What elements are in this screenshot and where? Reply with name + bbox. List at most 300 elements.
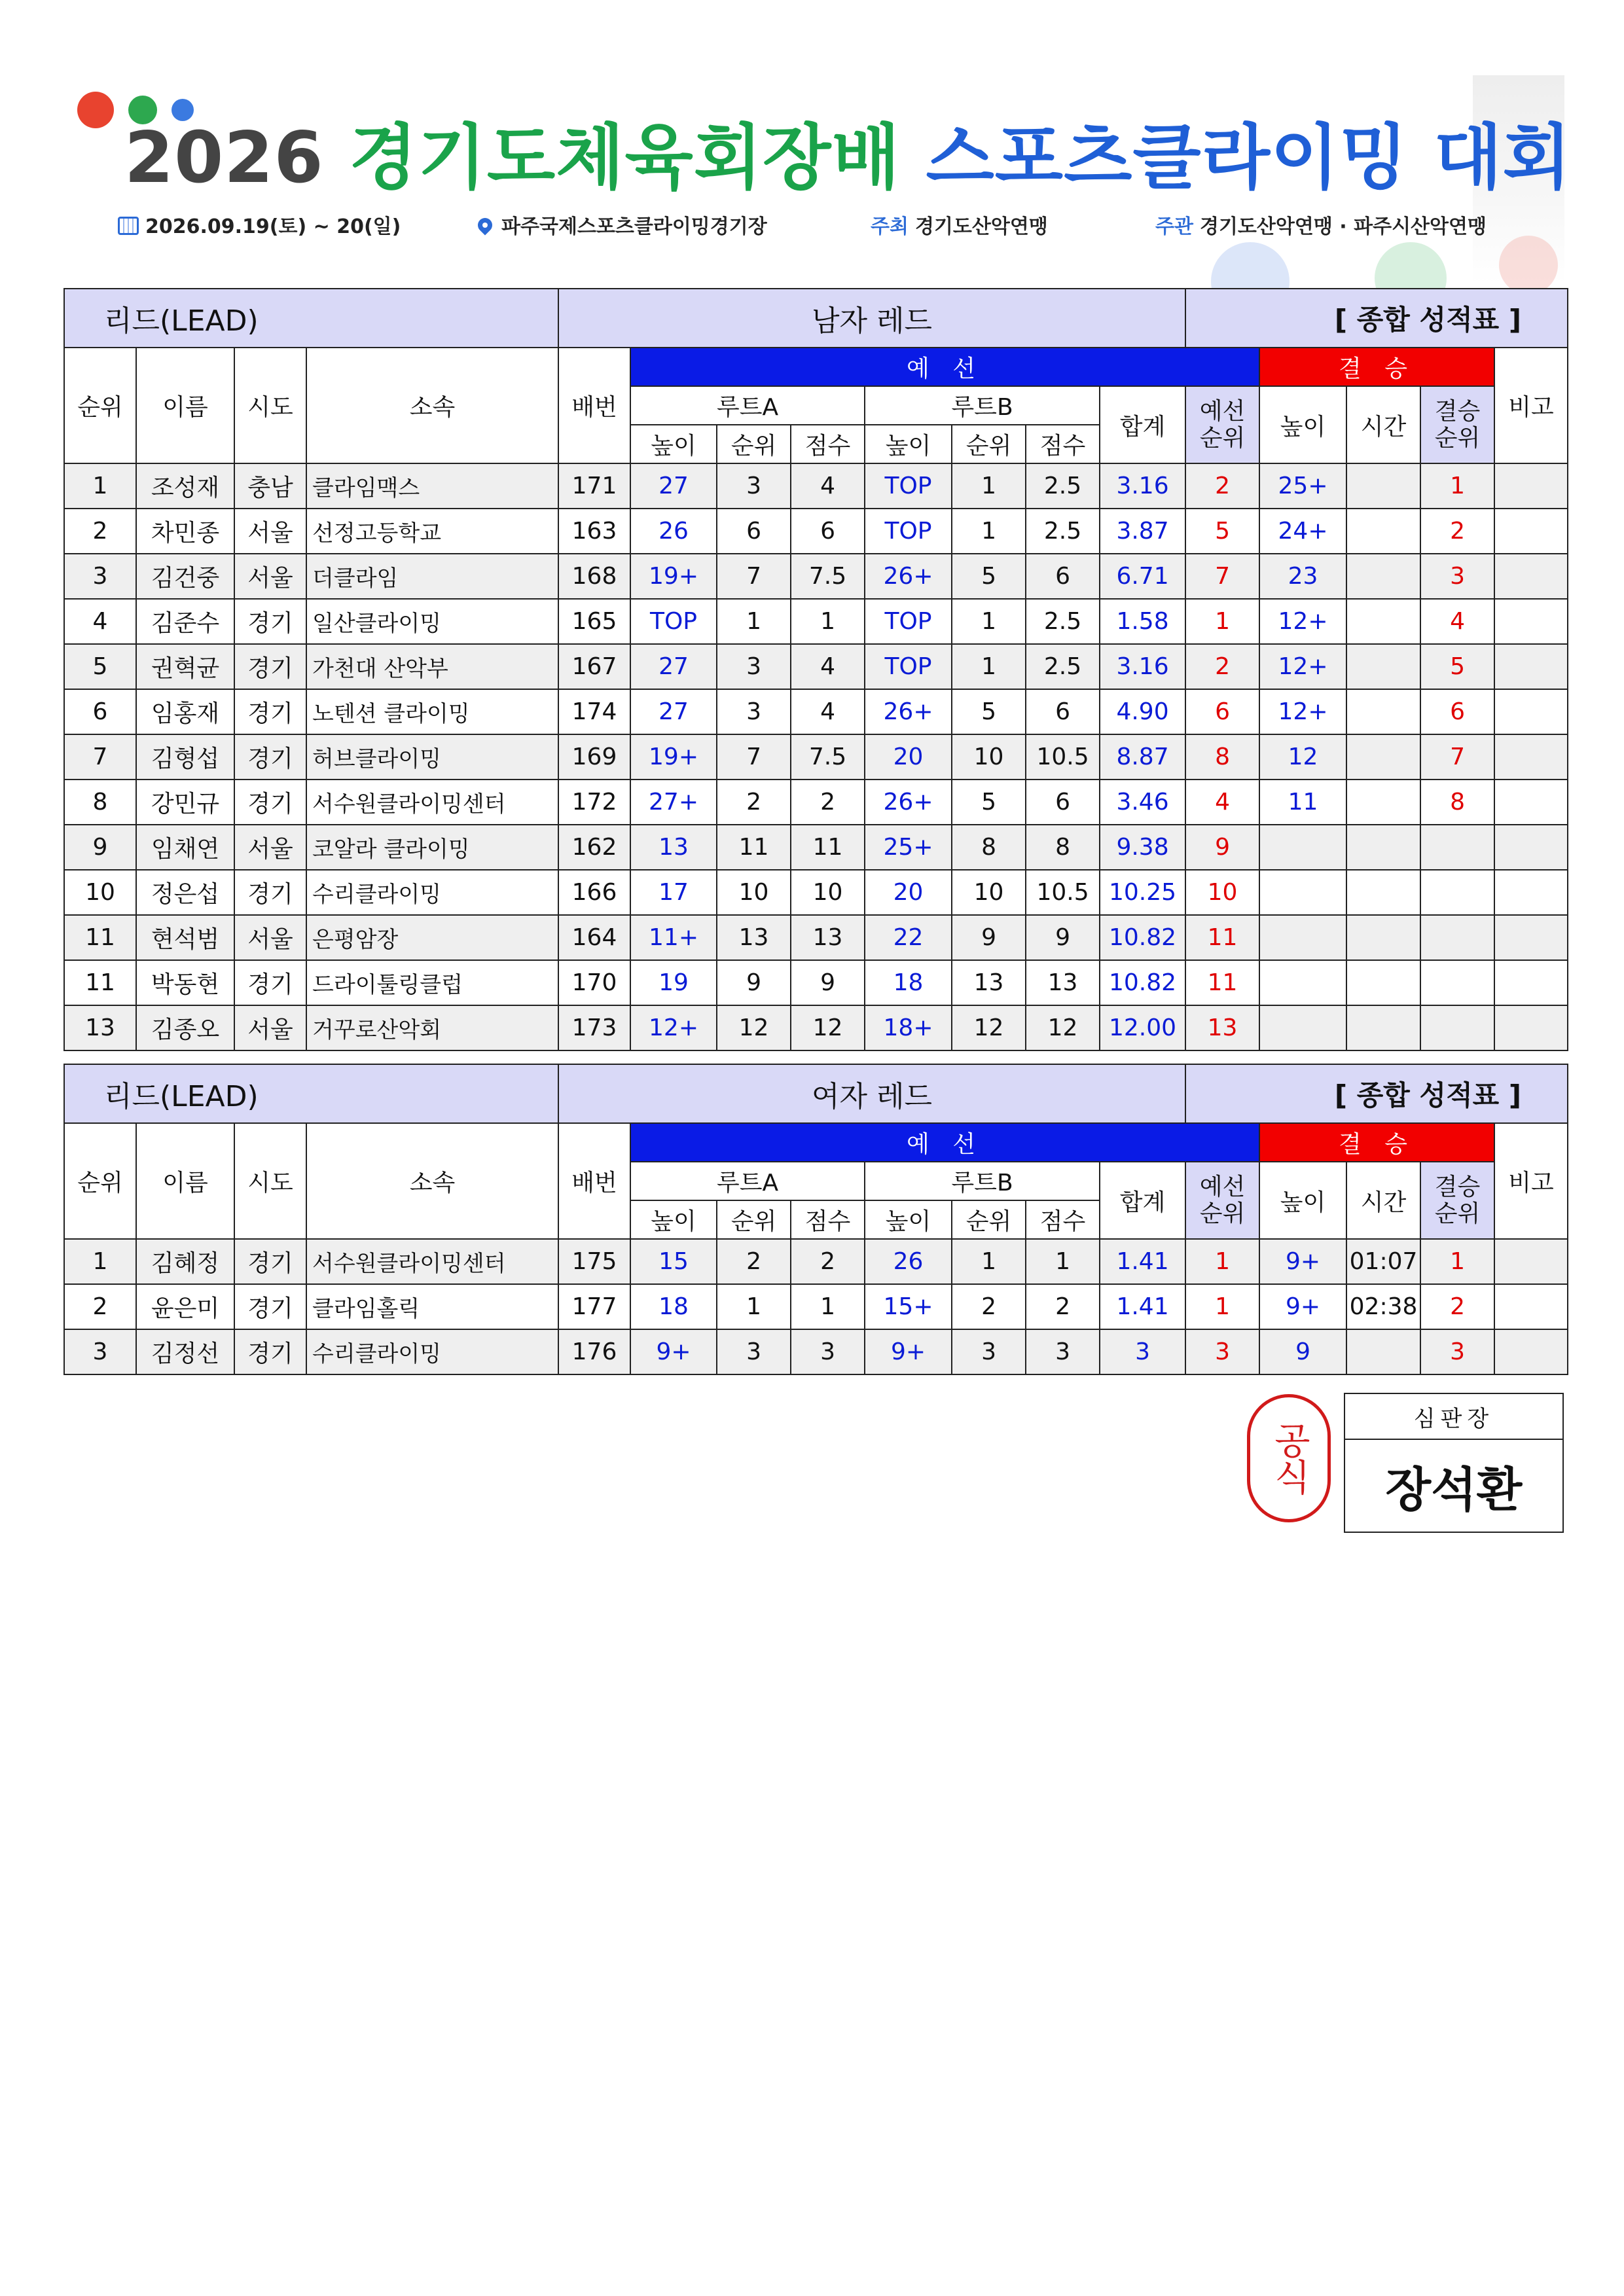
cell-total: 3: [1100, 1329, 1185, 1374]
cell-bib: 176: [558, 1329, 630, 1374]
cell-prelim-rank: 6: [1185, 689, 1259, 734]
cell-b-rank: 1: [952, 644, 1026, 689]
cell-note: [1494, 463, 1568, 509]
cell-prelim-rank: 11: [1185, 960, 1259, 1005]
table-row: [64, 960, 1568, 1005]
table-row: [64, 825, 1568, 870]
cell-rank: 7: [64, 734, 136, 780]
cell-bib: 166: [558, 870, 630, 915]
cell-prelim-rank: 4: [1185, 780, 1259, 825]
cell-final-height: 12+: [1259, 689, 1346, 734]
cell-note: [1494, 1284, 1568, 1329]
cell-prelim-rank: 1: [1185, 1284, 1259, 1329]
col-b-rank: 순위: [952, 425, 1026, 463]
cell-final-height: [1259, 1005, 1346, 1050]
cell-bib: 168: [558, 554, 630, 599]
men-category: 리드(LEAD): [64, 289, 558, 348]
cell-b-height: 20: [865, 734, 952, 780]
cell-total: 3.16: [1100, 644, 1185, 689]
organizer-name: 경기도산악연맹 · 파주시산악연맹: [1199, 215, 1487, 238]
cell-total: 1.41: [1100, 1239, 1185, 1284]
col-note: 비고: [1494, 348, 1568, 463]
cell-final-rank: 6: [1420, 689, 1494, 734]
cell-region: 경기: [234, 689, 306, 734]
cell-a-score: 7.5: [791, 554, 865, 599]
col-final-height: 높이: [1259, 1162, 1346, 1239]
cell-region: 충남: [234, 463, 306, 509]
col-name: 이름: [136, 348, 234, 463]
cell-a-rank: 13: [717, 915, 791, 960]
cell-b-rank: 5: [952, 554, 1026, 599]
col-rank: 순위: [64, 1123, 136, 1239]
table-row: [64, 1005, 1568, 1050]
cell-b-height: 15+: [865, 1284, 952, 1329]
cell-b-height: TOP: [865, 644, 952, 689]
cell-affiliation: 드라이툴링클럽: [306, 960, 558, 1005]
cell-note: [1494, 1005, 1568, 1050]
cell-final-rank: 5: [1420, 644, 1494, 689]
cell-prelim-rank: 11: [1185, 915, 1259, 960]
cell-final-time: [1346, 915, 1420, 960]
cell-a-score: 9: [791, 960, 865, 1005]
cell-b-height: 22: [865, 915, 952, 960]
cell-b-score: 12: [1026, 1005, 1100, 1050]
cell-b-height: 18+: [865, 1005, 952, 1050]
cell-b-score: 8: [1026, 825, 1100, 870]
table-row: [64, 644, 1568, 689]
cell-total: 10.82: [1100, 960, 1185, 1005]
cell-note: [1494, 644, 1568, 689]
cell-a-score: 4: [791, 644, 865, 689]
cell-b-rank: 1: [952, 599, 1026, 644]
cell-name: 김형섭: [136, 734, 234, 780]
cell-region: 경기: [234, 1239, 306, 1284]
cell-note: [1494, 1329, 1568, 1374]
cell-rank: 13: [64, 1005, 136, 1050]
cell-a-rank: 9: [717, 960, 791, 1005]
col-prelim: 예 선: [630, 1123, 1259, 1162]
cell-a-height: 11+: [630, 915, 717, 960]
col-total: 합계: [1100, 1162, 1185, 1239]
women-results-table: [63, 1064, 1568, 1375]
cell-a-rank: 3: [717, 463, 791, 509]
col-name: 이름: [136, 1123, 234, 1239]
men-division: 남자 레드: [558, 289, 1185, 348]
cell-b-score: 1: [1026, 1239, 1100, 1284]
cell-affiliation: 클라임맥스: [306, 463, 558, 509]
col-b-score: 점수: [1026, 425, 1100, 463]
cell-region: 경기: [234, 870, 306, 915]
cell-b-rank: 13: [952, 960, 1026, 1005]
cell-final-height: [1259, 870, 1346, 915]
page-title: [124, 117, 1572, 199]
table-row: [64, 780, 1568, 825]
cell-b-rank: 1: [952, 463, 1026, 509]
cell-a-rank: 3: [717, 689, 791, 734]
cell-note: [1494, 825, 1568, 870]
cell-bib: 164: [558, 915, 630, 960]
event-organizer: [1155, 217, 1487, 237]
cell-a-height: 9+: [630, 1329, 717, 1374]
cell-b-score: 10.5: [1026, 734, 1100, 780]
cell-affiliation: 은평암장: [306, 915, 558, 960]
cell-final-height: [1259, 825, 1346, 870]
cell-total: 3.16: [1100, 463, 1185, 509]
table-row: [64, 554, 1568, 599]
cell-name: 현석범: [136, 915, 234, 960]
cell-final-time: [1346, 599, 1420, 644]
cell-final-height: 9+: [1259, 1239, 1346, 1284]
col-a-height: 높이: [630, 425, 717, 463]
cell-total: 10.25: [1100, 870, 1185, 915]
event-date: [118, 217, 401, 237]
cell-final-height: 12+: [1259, 644, 1346, 689]
col-prelim-rank: 예선 순위: [1185, 386, 1259, 463]
cell-a-rank: 1: [717, 1284, 791, 1329]
cell-final-rank: 1: [1420, 1239, 1494, 1284]
cell-affiliation: 클라임홀릭: [306, 1284, 558, 1329]
col-b-score: 점수: [1026, 1200, 1100, 1239]
cell-note: [1494, 554, 1568, 599]
women-category: 리드(LEAD): [64, 1064, 558, 1123]
deco-circle-red: [1499, 236, 1558, 295]
cell-a-height: 15: [630, 1239, 717, 1284]
cell-final-height: 25+: [1259, 463, 1346, 509]
official-seal: [1247, 1394, 1331, 1522]
col-final-time: 시간: [1346, 386, 1420, 463]
cell-total: 3.46: [1100, 780, 1185, 825]
organizer-label: 주관: [1155, 215, 1193, 238]
cell-affiliation: 수리클라이밍: [306, 1329, 558, 1374]
cell-final-rank: [1420, 870, 1494, 915]
cell-final-time: [1346, 554, 1420, 599]
cell-name: 강민규: [136, 780, 234, 825]
cell-rank: 9: [64, 825, 136, 870]
cell-affiliation: 코알라 클라이밍: [306, 825, 558, 870]
cell-final-rank: [1420, 960, 1494, 1005]
cell-name: 임홍재: [136, 689, 234, 734]
judge-label: 심판장: [1344, 1393, 1563, 1439]
cell-region: 경기: [234, 1284, 306, 1329]
cell-name: 권혁균: [136, 644, 234, 689]
cell-b-height: 18: [865, 960, 952, 1005]
table-row: [64, 509, 1568, 554]
cell-note: [1494, 870, 1568, 915]
cell-final-rank: 3: [1420, 554, 1494, 599]
men-sheet-label: [ 종합 성적표 ]: [1185, 289, 1568, 348]
cell-a-rank: 3: [717, 644, 791, 689]
cell-final-height: 12+: [1259, 599, 1346, 644]
cell-final-time: [1346, 509, 1420, 554]
cell-name: 김혜정: [136, 1239, 234, 1284]
cell-final-height: 23: [1259, 554, 1346, 599]
men-results-table: [63, 288, 1568, 1051]
cell-region: 경기: [234, 599, 306, 644]
table-row: [64, 1239, 1568, 1284]
col-region: 시도: [234, 348, 306, 463]
judge-signature-box: [1344, 1393, 1564, 1533]
cell-rank: 1: [64, 463, 136, 509]
cell-prelim-rank: 10: [1185, 870, 1259, 915]
women-banner: [64, 1064, 1568, 1123]
col-route-b: 루트B: [865, 1162, 1100, 1200]
cell-region: 경기: [234, 1329, 306, 1374]
cell-b-score: 6: [1026, 554, 1100, 599]
cell-b-height: TOP: [865, 463, 952, 509]
cell-a-height: 17: [630, 870, 717, 915]
event-venue-text: 파주국제스포츠클라이밍경기장: [501, 215, 767, 238]
cell-region: 경기: [234, 960, 306, 1005]
cell-prelim-rank: 8: [1185, 734, 1259, 780]
cell-bib: 172: [558, 780, 630, 825]
cell-b-score: 6: [1026, 780, 1100, 825]
cell-a-rank: 1: [717, 599, 791, 644]
cell-final-height: 24+: [1259, 509, 1346, 554]
cell-final-height: [1259, 960, 1346, 1005]
red-dot: [77, 92, 114, 128]
cell-affiliation: 더클라임: [306, 554, 558, 599]
cell-bib: 170: [558, 960, 630, 1005]
cell-b-height: 20: [865, 870, 952, 915]
cell-a-rank: 7: [717, 554, 791, 599]
cell-final-rank: [1420, 1005, 1494, 1050]
cell-final-rank: 2: [1420, 509, 1494, 554]
cell-rank: 2: [64, 509, 136, 554]
cell-bib: 173: [558, 1005, 630, 1050]
cell-bib: 175: [558, 1239, 630, 1284]
cell-a-score: 12: [791, 1005, 865, 1050]
cell-b-height: TOP: [865, 599, 952, 644]
col-affiliation: 소속: [306, 348, 558, 463]
cell-region: 서울: [234, 1005, 306, 1050]
cell-final-time: [1346, 780, 1420, 825]
col-a-height: 높이: [630, 1200, 717, 1239]
table-row: [64, 599, 1568, 644]
cell-final-time: [1346, 825, 1420, 870]
col-prelim-rank: 예선 순위: [1185, 1162, 1259, 1239]
event-date-text: 2026.09.19(토) ~ 20(일): [145, 215, 401, 238]
cell-a-height: 18: [630, 1284, 717, 1329]
col-region: 시도: [234, 1123, 306, 1239]
cell-final-time: [1346, 689, 1420, 734]
cell-total: 10.82: [1100, 915, 1185, 960]
cell-bib: 165: [558, 599, 630, 644]
cell-final-time: [1346, 734, 1420, 780]
cell-a-score: 1: [791, 599, 865, 644]
cell-b-score: 13: [1026, 960, 1100, 1005]
cell-region: 서울: [234, 915, 306, 960]
cell-final-height: 9: [1259, 1329, 1346, 1374]
col-route-b: 루트B: [865, 386, 1100, 425]
cell-b-rank: 10: [952, 870, 1026, 915]
cell-note: [1494, 1239, 1568, 1284]
cell-final-rank: 8: [1420, 780, 1494, 825]
cell-b-rank: 3: [952, 1329, 1026, 1374]
cell-a-score: 13: [791, 915, 865, 960]
cell-final-time: [1346, 960, 1420, 1005]
cell-note: [1494, 960, 1568, 1005]
cell-name: 김준수: [136, 599, 234, 644]
cell-final-height: 9+: [1259, 1284, 1346, 1329]
cell-a-height: 12+: [630, 1005, 717, 1050]
cell-a-rank: 2: [717, 780, 791, 825]
cell-b-rank: 5: [952, 780, 1026, 825]
col-b-height: 높이: [865, 1200, 952, 1239]
cell-b-score: 3: [1026, 1329, 1100, 1374]
col-prelim: 예 선: [630, 348, 1259, 386]
col-a-score: 점수: [791, 425, 865, 463]
cell-bib: 177: [558, 1284, 630, 1329]
col-final-rank: 결승 순위: [1420, 1162, 1494, 1239]
table-row: [64, 734, 1568, 780]
table-row: [64, 915, 1568, 960]
cell-affiliation: 서수원클라이밍센터: [306, 780, 558, 825]
cell-final-height: [1259, 915, 1346, 960]
cell-name: 김정선: [136, 1329, 234, 1374]
cell-bib: 163: [558, 509, 630, 554]
col-final-time: 시간: [1346, 1162, 1420, 1239]
seal-text: 공식: [1268, 1422, 1311, 1495]
cell-total: 1.58: [1100, 599, 1185, 644]
col-a-rank: 순위: [717, 1200, 791, 1239]
cell-rank: 10: [64, 870, 136, 915]
cell-a-score: 4: [791, 463, 865, 509]
cell-final-rank: 7: [1420, 734, 1494, 780]
cell-a-rank: 10: [717, 870, 791, 915]
cell-note: [1494, 734, 1568, 780]
cell-rank: 11: [64, 915, 136, 960]
cell-bib: 174: [558, 689, 630, 734]
cell-a-score: 2: [791, 780, 865, 825]
cell-a-rank: 3: [717, 1329, 791, 1374]
cell-final-rank: [1420, 825, 1494, 870]
cell-affiliation: 수리클라이밍: [306, 870, 558, 915]
cell-final-rank: 2: [1420, 1284, 1494, 1329]
cell-total: 8.87: [1100, 734, 1185, 780]
cell-affiliation: 서수원클라이밍센터: [306, 1239, 558, 1284]
cell-rank: 5: [64, 644, 136, 689]
col-final: 결 승: [1259, 1123, 1494, 1162]
cell-prelim-rank: 2: [1185, 463, 1259, 509]
col-route-a: 루트A: [630, 386, 865, 425]
cell-a-rank: 2: [717, 1239, 791, 1284]
cell-bib: 171: [558, 463, 630, 509]
cell-a-score: 3: [791, 1329, 865, 1374]
cell-b-rank: 1: [952, 509, 1026, 554]
col-note: 비고: [1494, 1123, 1568, 1239]
cell-bib: 162: [558, 825, 630, 870]
cell-affiliation: 선정고등학교: [306, 509, 558, 554]
cell-name: 김건중: [136, 554, 234, 599]
cell-total: 4.90: [1100, 689, 1185, 734]
cell-rank: 2: [64, 1284, 136, 1329]
women-sheet-label: [ 종합 성적표 ]: [1185, 1064, 1568, 1123]
col-bib: 배번: [558, 1123, 630, 1239]
cell-a-height: 27: [630, 463, 717, 509]
cell-b-height: 26: [865, 1239, 952, 1284]
col-final-height: 높이: [1259, 386, 1346, 463]
cell-a-height: 19+: [630, 734, 717, 780]
cell-a-score: 11: [791, 825, 865, 870]
cell-note: [1494, 780, 1568, 825]
col-route-a: 루트A: [630, 1162, 865, 1200]
cell-final-rank: 4: [1420, 599, 1494, 644]
cell-prelim-rank: 13: [1185, 1005, 1259, 1050]
cell-prelim-rank: 9: [1185, 825, 1259, 870]
cell-a-score: 7.5: [791, 734, 865, 780]
cell-prelim-rank: 1: [1185, 599, 1259, 644]
col-b-rank: 순위: [952, 1200, 1026, 1239]
cell-bib: 169: [558, 734, 630, 780]
table-row: [64, 1284, 1568, 1329]
cell-final-time: [1346, 463, 1420, 509]
cell-a-score: 2: [791, 1239, 865, 1284]
cell-name: 차민종: [136, 509, 234, 554]
cell-b-score: 2.5: [1026, 644, 1100, 689]
cell-b-score: 2: [1026, 1284, 1100, 1329]
cell-name: 윤은미: [136, 1284, 234, 1329]
cell-total: 1.41: [1100, 1284, 1185, 1329]
cell-b-height: 26+: [865, 780, 952, 825]
cell-prelim-rank: 1: [1185, 1239, 1259, 1284]
cell-affiliation: 가천대 산악부: [306, 644, 558, 689]
cell-region: 경기: [234, 644, 306, 689]
title-event: 경기도체육회장배: [349, 117, 901, 199]
table-row: [64, 463, 1568, 509]
cell-b-rank: 10: [952, 734, 1026, 780]
cell-rank: 1: [64, 1239, 136, 1284]
cell-a-rank: 7: [717, 734, 791, 780]
event-venue: [478, 217, 767, 237]
cell-a-height: 27: [630, 689, 717, 734]
cell-b-rank: 5: [952, 689, 1026, 734]
cell-b-score: 10.5: [1026, 870, 1100, 915]
cell-final-time: [1346, 870, 1420, 915]
cell-a-height: 19+: [630, 554, 717, 599]
cell-affiliation: 허브클라이밍: [306, 734, 558, 780]
cell-b-rank: 8: [952, 825, 1026, 870]
cell-a-score: 10: [791, 870, 865, 915]
men-banner: [64, 289, 1568, 348]
cell-final-height: 12: [1259, 734, 1346, 780]
cell-b-height: 26+: [865, 554, 952, 599]
cell-total: 3.87: [1100, 509, 1185, 554]
cell-a-rank: 12: [717, 1005, 791, 1050]
cell-rank: 3: [64, 554, 136, 599]
cell-affiliation: 일산클라이밍: [306, 599, 558, 644]
col-final: 결 승: [1259, 348, 1494, 386]
cell-a-height: 27+: [630, 780, 717, 825]
cell-final-time: [1346, 644, 1420, 689]
cell-region: 서울: [234, 554, 306, 599]
cell-note: [1494, 689, 1568, 734]
cell-b-rank: 9: [952, 915, 1026, 960]
cell-prelim-rank: 2: [1185, 644, 1259, 689]
cell-b-rank: 12: [952, 1005, 1026, 1050]
col-final-rank: 결승 순위: [1420, 386, 1494, 463]
cell-region: 경기: [234, 734, 306, 780]
cell-b-rank: 2: [952, 1284, 1026, 1329]
cell-rank: 4: [64, 599, 136, 644]
cell-name: 정은섭: [136, 870, 234, 915]
col-rank: 순위: [64, 348, 136, 463]
cell-region: 서울: [234, 825, 306, 870]
cell-final-rank: 1: [1420, 463, 1494, 509]
women-division: 여자 레드: [558, 1064, 1185, 1123]
cell-a-height: 19: [630, 960, 717, 1005]
cell-affiliation: 노텐션 클라이밍: [306, 689, 558, 734]
cell-final-height: 11: [1259, 780, 1346, 825]
